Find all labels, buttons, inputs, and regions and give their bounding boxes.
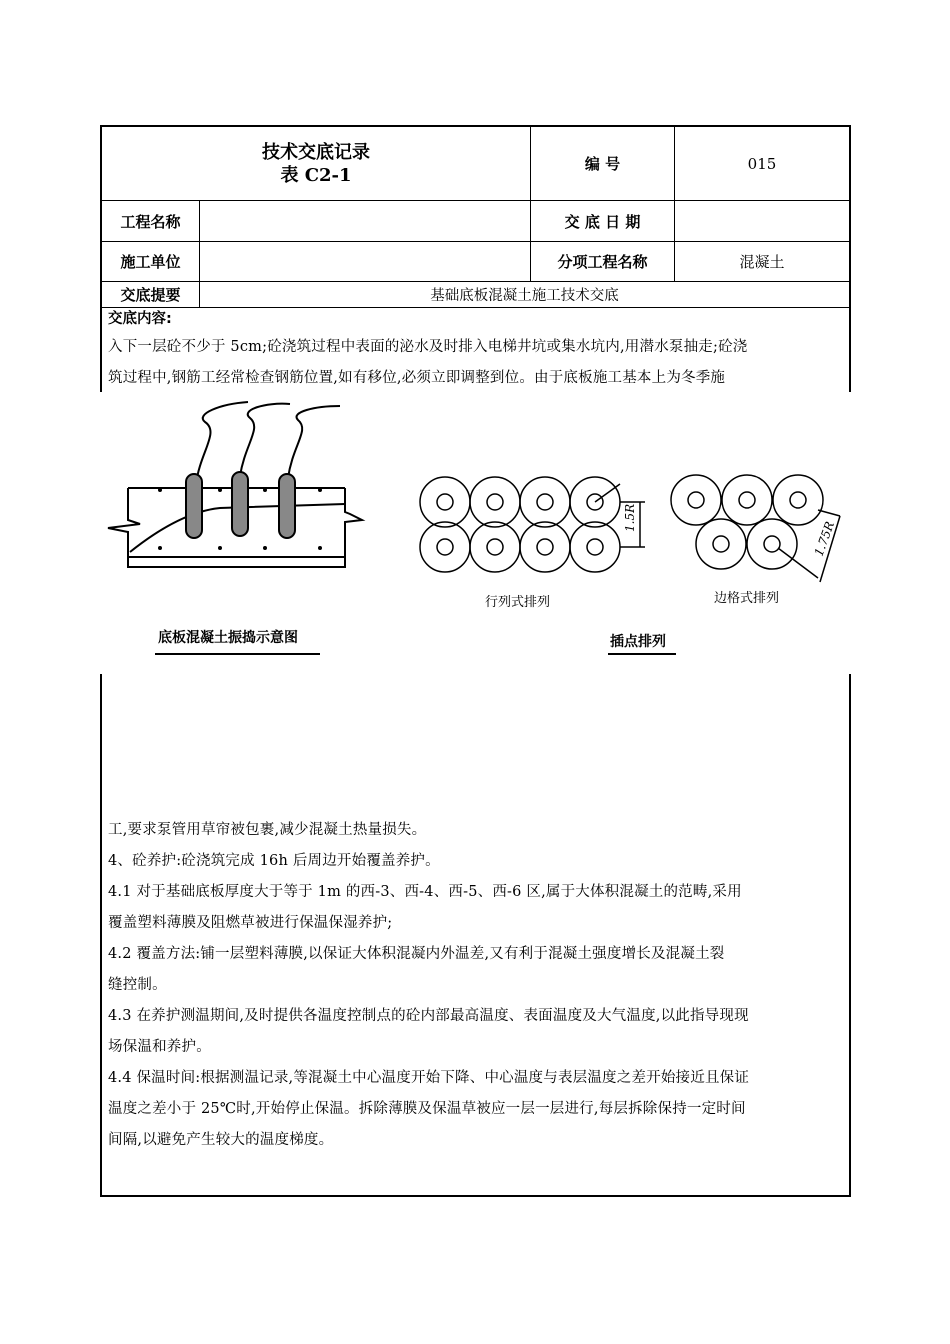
content-line: 筑过程中,钢筋工经常检查钢筋位置,如有移位,必须立即调整到位。由于底板施工基本上为冬季施 [108, 370, 726, 386]
form-code: 表 C2-1 [280, 164, 352, 186]
content-bottom [108, 815, 846, 1156]
vibrator-rods [186, 472, 295, 538]
subproject-label: 分项工程名称 [557, 253, 648, 271]
dim-staggered: 1.75R [811, 519, 838, 559]
date-value [675, 201, 849, 241]
subproject-value: 混凝土 [739, 253, 785, 271]
staggered-caption: 边格式排列 [714, 591, 780, 606]
dim-grid: 1.5R [623, 503, 637, 532]
grid-arrangement [420, 477, 645, 572]
content-line: 缝控制。 [108, 977, 167, 993]
form-title [102, 127, 530, 200]
content-line: 入下一层砼不少于 5cm;砼浇筑过程中表面的泌水及时排入电梯井坑或集水坑内,用潜水泵抽走;砼浇 [108, 339, 748, 355]
content-line: 4、砼养护:砼浇筑完成 16h 后周边开始覆盖养护。 [108, 853, 440, 869]
content-line: 间隔,以避免产生较大的温度梯度。 [108, 1132, 334, 1148]
center-caption: 插点排列 [610, 634, 666, 650]
content-line: 4.4 保温时间:根据测温记录,等混凝土中心温度开始下降、中心温度与表层温度之差开始接近且保证 [108, 1070, 750, 1086]
content-line: 4.2 覆盖方法:铺一层塑料薄膜,以保证大体积混凝内外温差,又有利于混凝土强度增长及混凝土裂 [108, 946, 725, 962]
date-label: 交 底 日 期 [564, 212, 641, 231]
number-label: 编 号 [584, 155, 621, 173]
project-name-value [200, 201, 530, 241]
project-name-label: 工程名称 [120, 212, 181, 231]
vibration-diagram [100, 392, 870, 674]
content-top [108, 308, 846, 394]
content-line: 场保温和养护。 [108, 1039, 211, 1055]
content-line: 4.1 对于基础底板厚度大于等于 1m 的西-3、西-4、西-5、西-6 区,属于大体积混凝土的范畴,采用 [108, 884, 742, 900]
diagram-svg [100, 392, 870, 674]
form-title-main: 技术交底记录 [262, 141, 370, 163]
summary-value: 基础底板混凝土施工技术交底 [430, 288, 619, 304]
content-line: 4.3 在养护测温期间,及时提供各温度控制点的砼内部最高温度、表面温度及大气温度,以此指导现现 [108, 1008, 749, 1024]
content-heading: 交底内容: [108, 311, 172, 327]
contractor-value [200, 242, 530, 281]
content-line: 温度之差小于 25℃时,开始停止保温。拆除薄膜及保温草被应一层一层进行,每层拆除保持一定时间 [108, 1101, 746, 1117]
staggered-arrangement [671, 475, 840, 582]
content-line: 覆盖塑料薄膜及阻燃草被进行保温保湿养护; [108, 915, 393, 931]
left-caption: 底板混凝土振捣示意图 [158, 630, 298, 646]
content-line: 工,要求泵管用草帘被包裹,减少混凝土热量损失。 [108, 822, 427, 838]
contractor-label: 施工单位 [120, 253, 181, 271]
number-value: 015 [747, 154, 777, 173]
summary-label: 交底提要 [120, 286, 181, 304]
grid-caption: 行列式排列 [485, 595, 551, 610]
